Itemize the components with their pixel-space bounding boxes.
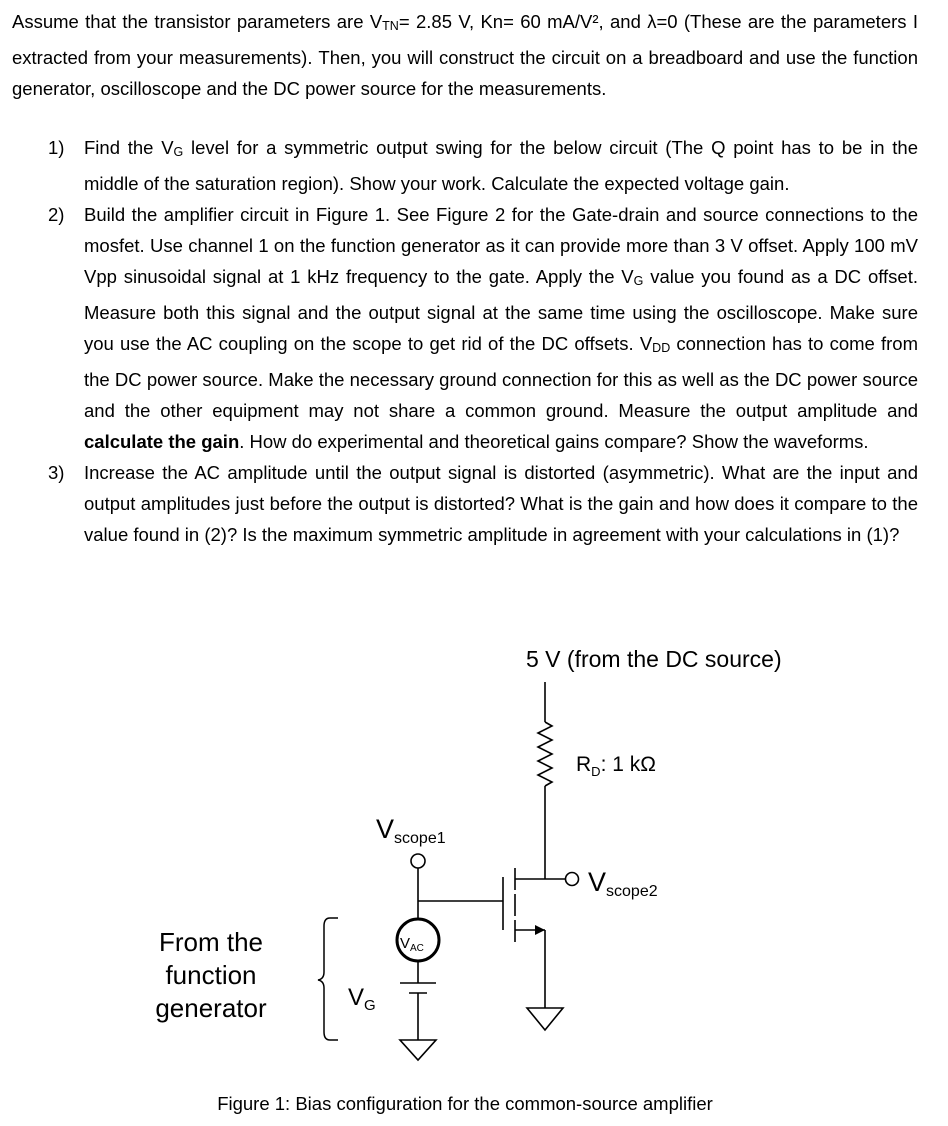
intro-paragraph: Assume that the transistor parameters are $V_{TN}= 2.85$ V, Kn= 60 mA/V², and λ=0 (These are the parameters I extracted from your measurements). Then, you will construct the circuit on a breadboard and use the function generator, oscilloscope and the DC power source for the measurements.: [12, 11, 918, 99]
mosfet-symbol: [503, 868, 579, 1008]
rd-label: $R_D$: 1 kΩ: [576, 753, 656, 779]
vac-label: $V_{AC}$: [400, 935, 424, 954]
supply-label: 5 V (from the DC source): [526, 646, 782, 672]
brace: [318, 918, 338, 1040]
task-item-3: 3) Increase the AC amplitude until the output signal is distorted (asymmetric). What are the input and output amplitudes just before the output is distorted? What is the gain and how does it compare to the value found in (2)? Is the maximum symmetric amplitude in agreement with your calculations in (1)?: [48, 462, 918, 545]
drain-resistor: [538, 682, 552, 868]
vg-label: $V_G$: [348, 984, 376, 1014]
vscope1-label: Vscope1: [376, 814, 446, 847]
vscope2-label: Vscope2: [588, 867, 658, 900]
source-arrow: [535, 925, 545, 935]
circuit-diagram: [0, 630, 948, 1090]
ground-icon: [527, 1008, 563, 1030]
figure-caption: Figure 1: Bias configuration for the common-source amplifier: [217, 1093, 713, 1114]
svg-text:From the: From the: [158, 927, 264, 957]
svg-text:generator: generator: [155, 993, 267, 1023]
svg-text:function: function: [165, 960, 257, 990]
function-generator-label: [155, 927, 267, 1023]
gate-wiring: [411, 854, 503, 918]
task-list: [12, 132, 918, 550]
task-item-2: 2) Build the amplifier circuit in Figure 1. See Figure 2 for the Gate-drain and source connections to the mosfet. Use channel 1 on the function generator as it can provide more than 3 V offset. Apply 100 mV Vpp sinusoidal signal at 1 kHz frequency to the gate. Apply the $V_G$ value you found as a DC offset. Measure both this signal and the output signal at the same time using the oscilloscope. Make sure you use the AC coupling on the scope to get rid of the DC offsets. $V_{DD}$ connection has to come from the DC power source. Make the necessary ground connection for this as well as the DC power source and the other equipment may not share a common ground. Measure the output amplitude and calculate the gain. How do experimental and theoretical gains compare? Show the waveforms.: [48, 204, 918, 452]
vg-battery: [400, 961, 436, 1060]
task-item-1: 1) Find the $V_G$ level for a symmetric output swing for the below circuit (The Q point has to be in the middle of the saturation region). Show your work. Calculate the expected voltage gain.: [48, 137, 918, 194]
document-body: [12, 6, 918, 550]
